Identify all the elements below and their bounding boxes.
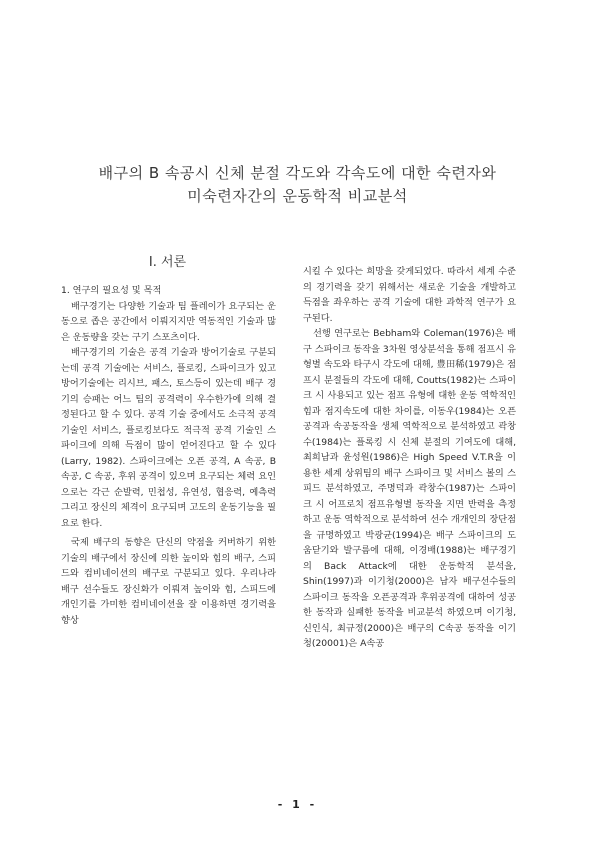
subsection-heading: 1. 연구의 필요성 및 목적 bbox=[61, 285, 162, 296]
page-number: - 1 - bbox=[277, 798, 318, 811]
left-column bbox=[61, 283, 276, 628]
body-paragraph: 국제 배구의 동향은 단신의 약점을 커버하기 위한 기술의 배구에서 장신에 의한 높이와 힘의 배구, 스피드와 컴비네이션의 배구로 구분되고 있다. 우리나라 배구 선수들도 장신화가 이뤄져 높이와 힘, 스피드에 개인기를 가미한 컴비네이션을 잘 이용하면 경기력을 향상 bbox=[61, 537, 276, 626]
body-paragraph: 배구경기의 기술은 공격 기술과 방어기술로 구분되는데 공격 기술에는 서비스, 플로킹, 스파이크가 있고 방어기술에는 리시브, 패스, 토스등이 있는데 배구 경기의 승패는 어느 팀의 공격력이 우수한가에 의해 결정된다고 할 수 있다. 공격 기술 중에서도 소극적 공격 기술인 서비스, 플로킹보다도 적극적 공격 기술인 스파이크에 의해 득점이 많이 얻어진다고 할 수 있다(Larry, 1982). 스파이크에는 오픈 공격, A 속공, B 속공, C 속공, 후위 공격이 있으며 요구되는 체력 요인으로는 각근 순발력, 민첩성, 유연성, 협응력, 예측력 그리고 장신의 체격이 요구되며 고도의 운동기능을 필요로 한다. bbox=[61, 347, 276, 529]
section-heading-introduction: Ⅰ. 서론 bbox=[148, 255, 187, 270]
body-paragraph: 배구경기는 다양한 기술과 팀 플레이가 요구되는 운동으로 좁은 공간에서 이뤄지지만 역동적인 기술과 많은 운동량을 갖는 구기 스포츠이다. bbox=[61, 300, 276, 343]
paper-title-line-2: 미숙련자간의 운동학적 비교분석 bbox=[187, 187, 408, 205]
right-column bbox=[303, 264, 516, 652]
body-paragraph: 시킬 수 있다는 희망을 갖게되었다. 따라서 세계 수준의 경기력을 갖기 위해서는 새로운 기술을 개발하고 득점을 좌우하는 공격 기술에 대한 과학적 연구가 요구된다. bbox=[303, 266, 516, 324]
body-paragraph: 선행 연구로는 Bebham와 Coleman(1976)은 배구 스파이크 동작을 3차원 영상분석을 통해 점프시 유형별 속도와 타구시 각도에 대해, 豊田稀(1979)은 점프시 분절들의 각도에 대해, Coutts(1982)는 스파이크 시 사용되고 있는 점프 유형에 대한 운동 역학적인 힘과 점지속도에 대한 차이를, 이동우(1984)는 오픈 공격과 속공동작을 생체 역학적으로 분석하였고 곽창수(1984)는 플록킹 시 신체 분절의 기여도에 대해, 최희남과 윤성원(1986)은 High Speed V.T.R을 이용한 세계 상위팀의 배구 스파이크 및 서비스 볼의 스피드 분석하였고, 주명덕과 곽창수(1987)는 스파이크 시 어프로치 점프유형별 동작을 지면 반력을 측정하고 운동 역학적으로 분석하여 선수 개개인의 장단점을 규명하였고 박광균(1994)은 배구 스파이크의 도움닫기와 발구름에 대해, 이경배(1988)는 배구경기의 Back Attack에 대한 운동학적 분석을, Shin(1997)과 이기청(2000)은 남자 배구선수들의 스파이크 동작을 오픈공격과 후위공격에 대하여 성공한 동작과 실패한 동작을 비교분석 하였으며 이기청, 신인식, 최규정(2000)은 배구의 C속공 동작을 이기청(20001)은 A속공 bbox=[303, 328, 516, 649]
paper-title-line-1: 배구의 B 속공시 신체 분절 각도와 각속도에 대한 숙련자와 bbox=[98, 164, 497, 182]
